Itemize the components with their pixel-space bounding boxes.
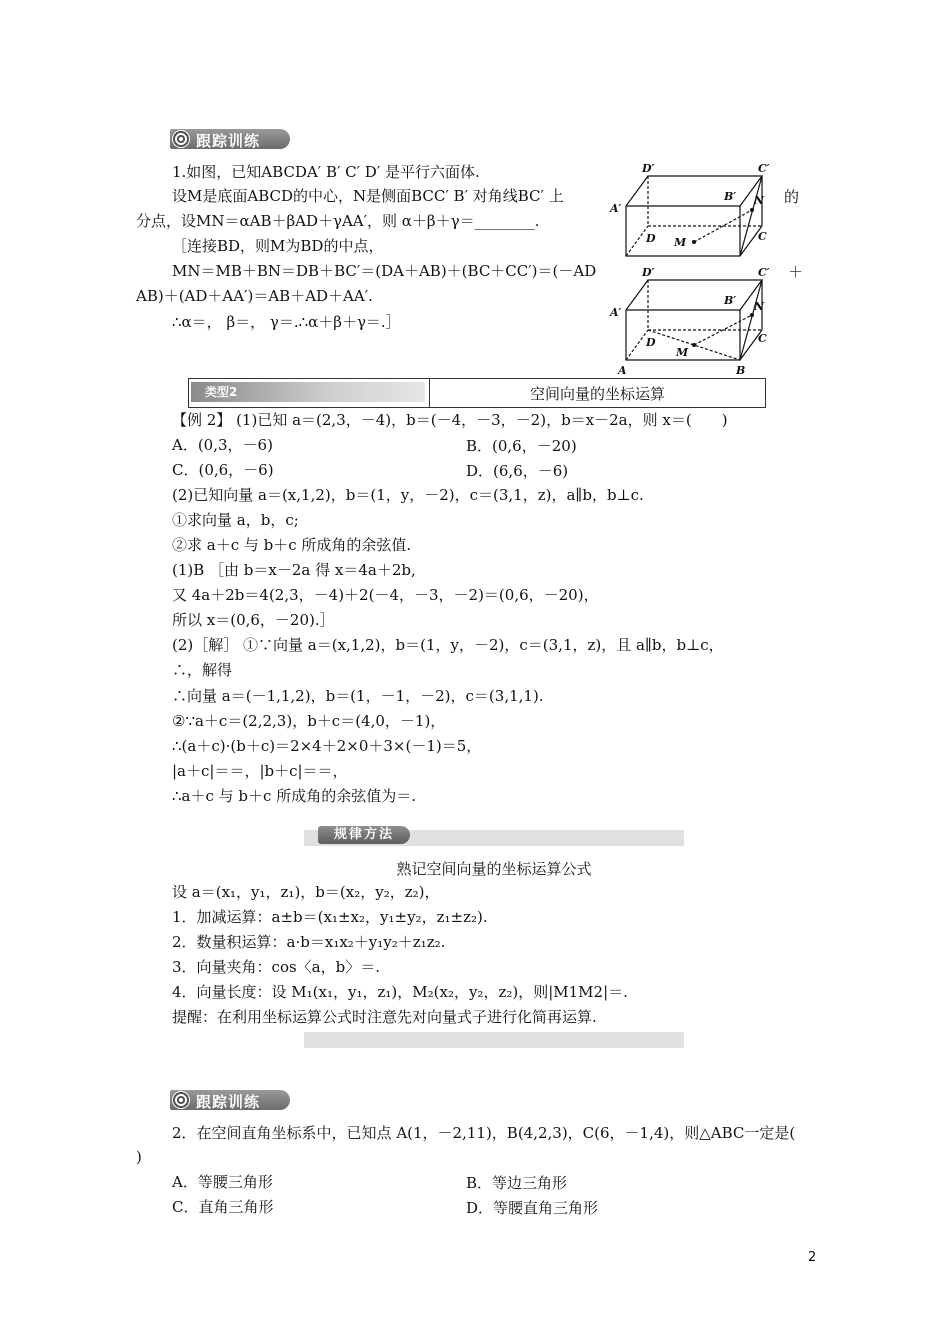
page-number: 2 [808, 1250, 817, 1265]
fig-label: M [676, 346, 689, 359]
fig-label: M [674, 236, 687, 249]
ex2-option-c: C．(0,6，－6) [172, 461, 274, 479]
ex2-line-4: ②求 a＋c 与 b＋c 所成角的余弦值. [172, 536, 412, 554]
q1-line-6: AB)＋(AD＋AA′)＝AB＋AD＋AA′. [136, 287, 373, 305]
fig-label: A′ [610, 202, 622, 215]
fig-label: B′ [724, 190, 737, 203]
ex2-option-d: D．(6,6，－6) [466, 462, 569, 480]
fig-label: A [618, 364, 627, 377]
type-tag-band [191, 382, 425, 402]
fig-label: D′ [642, 162, 655, 175]
rule-line-3: 2．数量积运算：a·b＝x₁x₂＋y₁y₂＋z₁z₂. [172, 933, 446, 951]
q2-option-d: D．等腰直角三角形 [466, 1199, 599, 1217]
section-badge: 跟踪训练 [170, 1090, 290, 1110]
ex2-line-2: (2)已知向量 a＝(x,1,2)，b＝(1，y，－2)，c＝(3,1，z)，a∥b，b⊥c. [172, 486, 644, 504]
type-title: 空间向量的坐标运算 [529, 385, 665, 403]
q2-option-c: C．直角三角形 [172, 1198, 274, 1216]
rule-line-4: 3．向量夹角：cos〈a，b〉＝. [172, 958, 380, 976]
fig-label: B′ [724, 294, 737, 307]
q2-line-1: 2．在空间直角坐标系中，已知点 A(1，－2,11)，B(4,2,3)，C(6，－1,4)，则△ABC一定是( [172, 1124, 796, 1142]
q1-line-7: ∴α＝， β＝， γ＝.∴α＋β＋γ＝.］ [172, 313, 401, 331]
fig-label: C [758, 332, 767, 345]
q1-line-4: ［连接BD，则M为BD的中点， [172, 237, 384, 255]
ex2-solution-10: ∴a＋c 与 b＋c 所成角的余弦值为＝. [172, 787, 416, 805]
fig-label: D [646, 336, 656, 349]
target-icon [172, 1091, 190, 1109]
fig-label: B [736, 364, 746, 377]
ex2-solution-1: (1)B ［由 b＝x－2a 得 x＝4a＋2b, [172, 561, 416, 579]
fig-label: C′ [758, 162, 770, 175]
ex2-option-b: B．(0,6，－20) [466, 437, 577, 455]
ex2-solution-6: ∴向量 a＝(－1,1,2)，b＝(1，－1，－2)，c＝(3,1,1). [172, 687, 544, 705]
ex2-solution-8: ∴(a＋c)·(b＋c)＝2×4＋2×0＋3×(－1)＝5， [172, 737, 482, 755]
rule-line-5: 4．向量长度：设 M₁(x₁，y₁，z₁)，M₂(x₂，y₂，z₂)，则|M1M2|＝. [172, 983, 628, 1001]
fig-label: C′ [758, 266, 770, 279]
type-tag: 类型2 [205, 385, 238, 399]
ex2-solution-2: 又 4a＋2b＝4(2,3，－4)＋2(－4，－3，－2)＝(0,6，－20)， [172, 586, 599, 604]
rule-badge: 规律方法 [318, 826, 410, 844]
ex2-solution-9: |a＋c|＝＝，|b＋c|＝＝， [172, 762, 348, 780]
fig-label: D′ [642, 266, 655, 279]
q1-line-5-tail: ＋ [788, 263, 804, 281]
ex2-solution-5: ∴，解得 [172, 661, 233, 679]
q1-line-2-tail: 的 [784, 188, 800, 206]
q1-line-1: 1.如图，已知ABCDA′ B′ C′ D′ 是平行六面体. [172, 163, 480, 181]
section-badge: 跟踪训练 [170, 129, 290, 149]
type-header [188, 378, 766, 408]
ex2-option-a: A．(0,3，－6) [172, 436, 273, 454]
rule-bottom-band [304, 1032, 684, 1048]
rule-line-2: 1．加减运算：a±b＝(x₁±x₂，y₁±y₂，z₁±z₂). [172, 908, 488, 926]
target-icon [172, 130, 190, 148]
fig-label: C [758, 230, 767, 243]
ex2-solution-7: ②∵a＋c＝(2,2,3)，b＋c＝(4,0，－1)， [172, 712, 446, 730]
q1-line-5: MN＝MB＋BN＝DB＋BC′＝(DA＋AB)＋(BC＋CC′)＝(－AD [172, 262, 597, 280]
q1-line-3: 分点，设MN＝αAB＋βAD＋γAA′，则 α＋β＋γ＝________. [136, 212, 540, 230]
ex2-line-1: 【例 2】 (1)已知 a＝(2,3，－4)，b＝(－4，－3，－2)，b＝x－2a，则 x＝( ) [172, 411, 728, 429]
ex2-solution-4: (2)［解］ ①∵向量 a＝(x,1,2)，b＝(1，y，－2)，c＝(3,1，z)，且 a∥b，b⊥c， [172, 636, 724, 654]
rule-line-6: 提醒：在利用坐标运算公式时注意先对向量式子进行化简再运算. [172, 1008, 597, 1026]
parallelepiped-figure [608, 160, 788, 380]
fig-label: N [754, 300, 765, 313]
rule-line-1: 设 a＝(x₁，y₁，z₁)，b＝(x₂，y₂，z₂)， [172, 883, 440, 901]
fig-label: N [754, 194, 765, 207]
q2-option-a: A．等腰三角形 [172, 1173, 273, 1191]
fig-label: D [646, 232, 656, 245]
q2-option-b: B．等边三角形 [466, 1174, 568, 1192]
ex2-solution-3: 所以 x＝(0,6，－20).］ [172, 611, 335, 629]
q1-line-2: 设M是底面ABCD的中心，N是侧面BCC′ B′ 对角线BC′ 上 [172, 187, 564, 205]
fig-label: A′ [610, 306, 622, 319]
ex2-line-3: ①求向量 a，b，c; [172, 511, 299, 529]
q2-line-2: ) [136, 1148, 142, 1166]
rule-title: 熟记空间向量的坐标运算公式 [396, 860, 592, 878]
